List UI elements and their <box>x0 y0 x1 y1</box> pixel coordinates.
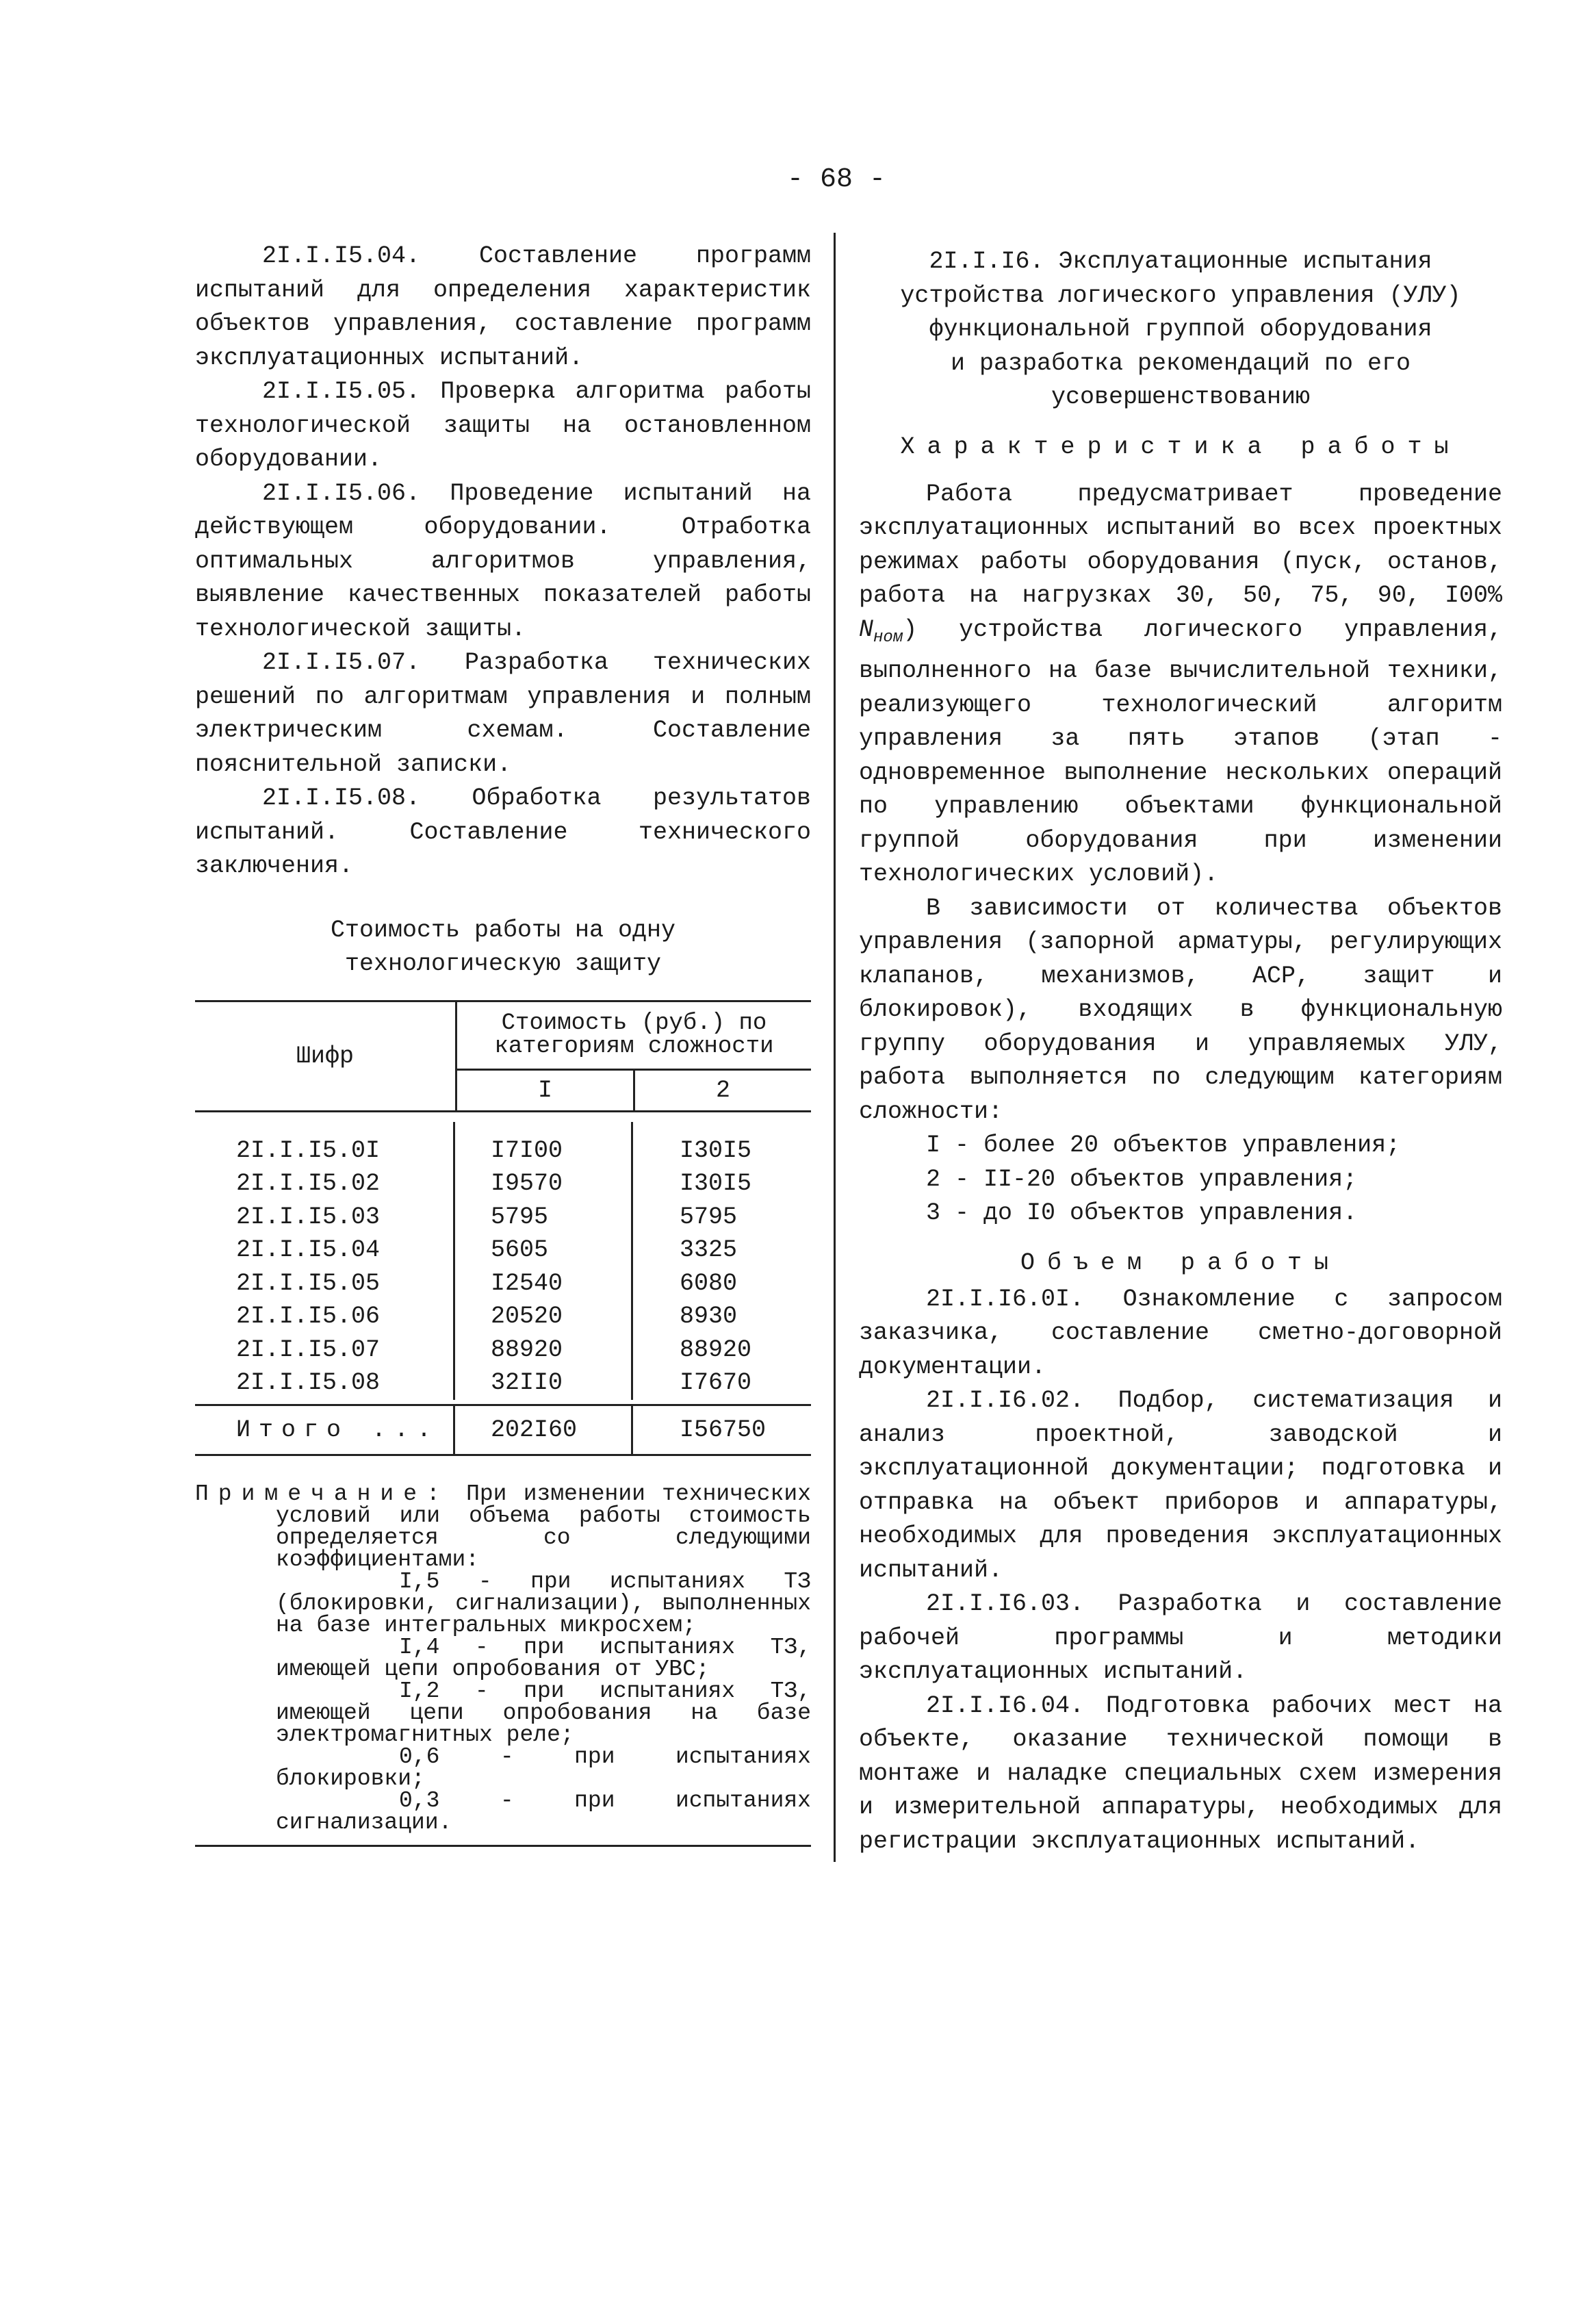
heading-line: устройства логического управления (УЛУ) <box>900 281 1461 309</box>
cell-code: 2I.I.I5.07 <box>195 1333 455 1367</box>
total-label: Итого ... <box>195 1406 455 1454</box>
note-item: 0,3 - при испытаниях сигнализации. <box>276 1787 811 1835</box>
note-item: I,4 - при испытаниях ТЗ, имеющей цепи опробования от УВС; <box>276 1634 811 1682</box>
note-item: I,5 - при испытаниях ТЗ (блокировки, сигнализации), выполненных на базе интегральных микросхем; <box>276 1568 811 1638</box>
char-text-after: ) устройства логического управления, выполненного на базе вычислительной техники, реализующего технологический алгоритм управления за пять этапов (этап - одновременное выполнение нескольких операций по управлению объектами функциональной группой оборудования при изменении технологических условий). <box>859 615 1502 888</box>
column-divider <box>834 233 836 1862</box>
cell-cat2: 88920 <box>680 1336 752 1364</box>
category-item: 3 - до I0 объектов управления. <box>926 1199 1358 1227</box>
header-category-2: 2 <box>715 1076 730 1104</box>
header-cost-group: Стоимость (руб.) по категориям сложности <box>457 1002 811 1071</box>
volume-item: 2I.I.I6.03. Разработка и составление рабочей программы и методики эксплуатационных испытаний. <box>859 1590 1502 1685</box>
table-row <box>195 1300 811 1333</box>
heading-line: 2I.I.I6. Эксплуатационные испытания <box>929 248 1432 275</box>
cell-code: 2I.I.I5.02 <box>195 1167 455 1201</box>
category-item: I - более 20 объектов управления; <box>926 1132 1401 1159</box>
volume-title: Объем работы <box>1020 1249 1341 1277</box>
cell-cat2: 8930 <box>680 1303 738 1331</box>
header-code: Шифр <box>195 1002 457 1110</box>
total-cat1: 202I60 <box>455 1406 633 1454</box>
heading-line: функциональной группой оборудования <box>929 316 1432 343</box>
paragraph-2I.I.I5.04: 2I.I.I5.04. Составление программ испытаний для определения характеристик объектов управления, составление программ эксплуатационных испытаний. <box>195 242 811 372</box>
table-total-row <box>195 1404 811 1454</box>
paragraph-2I.I.I5.05: 2I.I.I5.05. Проверка алгоритма работы технологической защиты на остановленном оборудовании. <box>195 378 811 473</box>
volume-item: 2I.I.I6.04. Подготовка рабочих мест на объекте, оказание технической помощи в монтаже и наладке специальных схем измерения и измерительной аппаратуры, необходимых для регистрации эксплуатационных испытаний. <box>859 1691 1502 1855</box>
table-row <box>195 1167 811 1201</box>
note-item: I,2 - при испытаниях ТЗ, имеющей цепи опробования на базе электромагнитных реле; <box>276 1678 811 1748</box>
table-row <box>195 1201 811 1234</box>
table-body <box>195 1112 811 1404</box>
char-text-before: Работа предусматривает проведение эксплуатационных испытаний во всех проектных режимах работы оборудования (пуск, останов, работа на нагрузках 30, 50, 75, 90, I00% <box>859 480 1502 609</box>
note-label: Примечание: <box>195 1481 450 1507</box>
note-bottom-rule <box>195 1845 811 1847</box>
cell-cat2: 3325 <box>680 1236 738 1264</box>
table-header <box>195 1002 811 1112</box>
cost-table <box>195 1000 811 1456</box>
cell-cat1: 5605 <box>455 1234 633 1267</box>
cell-code: 2I.I.I5.0I <box>195 1134 455 1168</box>
cell-code: 2I.I.I5.05 <box>195 1267 455 1301</box>
cell-cat2: 5795 <box>680 1203 738 1231</box>
cell-cat2: 6080 <box>680 1269 738 1297</box>
category-item: 2 - II-20 объектов управления; <box>926 1165 1358 1193</box>
characteristics-paragraph <box>859 478 1502 892</box>
left-column <box>195 240 811 1847</box>
page-number: - 68 - <box>787 164 886 195</box>
header-category-1: I <box>457 1071 635 1110</box>
note-intro: При изменении технических условий или объема работы стоимость определяется со следующими коэффициентами: <box>276 1481 811 1572</box>
paragraph-2I.I.I5.08: 2I.I.I5.08. Обработка результатов испытаний. Составление технического заключения. <box>195 784 811 880</box>
characteristics-title: Характеристика работы <box>900 433 1461 461</box>
table-row <box>195 1366 811 1400</box>
heading-line: усовершенствованию <box>1051 383 1311 411</box>
cell-cat2: I30I5 <box>680 1170 752 1198</box>
section-heading <box>859 245 1502 415</box>
categories-intro: В зависимости от количества объектов управления (запорной арматуры, регулирующих клапанов, механизмов, АСР, защит и блокировок), входящих в функциональную группу оборудования и управляемых УЛУ, работа выполняется по следующим категориям сложности: <box>859 894 1502 1125</box>
total-cat2: I56750 <box>680 1416 767 1444</box>
volume-item: 2I.I.I6.02. Подбор, систематизация и анализ проектной, заводской и эксплуатационной документации; подготовка и отправка на объект приборов и аппаратуры, необходимых для проведения эксплуатационных испытаний. <box>859 1387 1502 1584</box>
table-row <box>195 1333 811 1367</box>
cell-code: 2I.I.I5.06 <box>195 1300 455 1333</box>
cell-cat1: 88920 <box>455 1333 633 1367</box>
cell-cat2: I7670 <box>680 1369 752 1397</box>
cell-code: 2I.I.I5.03 <box>195 1201 455 1234</box>
table-row <box>195 1267 811 1301</box>
heading-line: и разработка рекомендаций по его <box>950 349 1411 377</box>
cell-code: 2I.I.I5.04 <box>195 1234 455 1267</box>
table-row <box>195 1134 811 1168</box>
note <box>195 1483 811 1834</box>
cell-cat1: I7I00 <box>455 1134 633 1168</box>
right-column <box>859 245 1502 1859</box>
table-title: Стоимость работы на одну технологическую защиту <box>330 916 676 978</box>
cell-cat1: 32II0 <box>455 1366 633 1400</box>
cell-cat2: I30I5 <box>680 1136 752 1164</box>
volume-item: 2I.I.I6.0I. Ознакомление с запросом заказчика, составление сметно-договорной документации. <box>859 1285 1502 1381</box>
cell-cat1: I2540 <box>455 1267 633 1301</box>
paragraph-2I.I.I5.06: 2I.I.I5.06. Проведение испытаний на действующем оборудовании. Отработка оптимальных алгоритмов управления, выявление качественных показателей работы технологической защиты. <box>195 479 811 643</box>
cell-code: 2I.I.I5.08 <box>195 1366 455 1400</box>
nominal-power-symbol: $N_{ном}$ <box>859 615 903 647</box>
cell-cat1: 20520 <box>455 1300 633 1333</box>
note-item: 0,6 - при испытаниях блокировки; <box>276 1744 811 1791</box>
table-row <box>195 1234 811 1267</box>
cell-cat1: 5795 <box>455 1201 633 1234</box>
cell-cat1: I9570 <box>455 1167 633 1201</box>
paragraph-2I.I.I5.07: 2I.I.I5.07. Разработка технических решений по алгоритмам управления и полным электрическим схемам. Составление пояснительной записки. <box>195 649 811 778</box>
